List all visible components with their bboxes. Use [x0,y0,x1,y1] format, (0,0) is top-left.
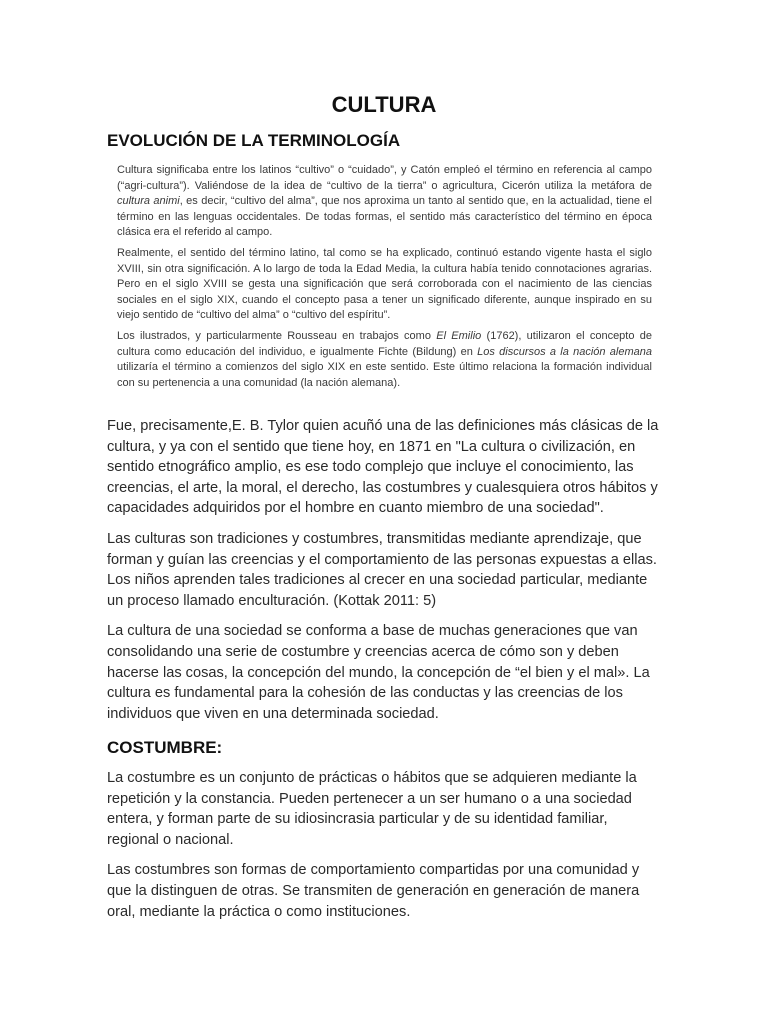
paragraph: La costumbre es un conjunto de prácticas o hábitos que se adquieren mediante la repetición y la constancia. Pueden pertenecer a un ser humano o a una sociedad entera, y forman parte de su idiosincrasia particular y de su identidad familiar, regional o nacional. [107,770,637,848]
paragraph: La cultura de una sociedad se conforma a base de muchas generaciones que van consolidando una serie de costumbre y creencias acerca de cómo son y deben hacerse las cosas, la concepción del mundo, la concepción de “el bien y el mal». La cultura es fundamental para la cohesión de las conductas y las creencias de los individuos que viven en una determinada sociedad. [107,623,650,722]
section-body-costumbre [107,768,662,932]
italic-term: cultura animi [117,195,180,208]
italic-title: Los discursos a la nación alemana [477,345,652,358]
scanned-paragraph [117,329,652,391]
text-run: (1762), utilizaron el concepto de cultura como educación del individuo, e igualmente Fichte (Bildung) en [117,329,652,358]
text-run: Realmente, el sentido del término latino, tal como se ha explicado, continuó estando vigente hasta el siglo XVIII, sin otra significación. A lo largo de toda la Edad Media, la cultura había tenido connotaciones agrarias. Pero en el siglo XVIII se gesta una significación que será corroborada con el nacimiento de las ciencias sociales en el siglo XIX, cuando el concepto pasa a tener un significado diferente, aunque inspirado en su viejo sentido de “cultivo del alma” o “cultivo del espíritu”. [117,246,652,322]
section-heading-evolucion: EVOLUCIÓN DE LA TERMINOLOGÍA [107,131,401,150]
scanned-paragraph [117,246,652,324]
section-body-cultura [107,416,662,734]
paragraph: Las costumbres son formas de comportamiento compartidas por una comunidad y que la distinguen de otras. Se transmiten de generación en generación de manera oral, mediante la práctica o como instituciones. [107,862,640,920]
text-run: , es decir, “cultivo del alma”, que nos aproxima un tanto al sentido que, en la actualidad, tiene el término en las lenguas occidentales. De todas formas, el sentido más característico del término en época clásica era el referido al campo. [117,195,653,239]
scanned-paragraph [117,163,652,241]
text-run: utilizaría el término a comienzos del siglo XIX en este sentido. Este último relaciona la formación individual con su pertenencia a una comunidad (la nación alemana). [117,361,652,389]
text-run: Cultura significaba entre los latinos “cultivo” o “cuidado”, y Catón empleó el término en referencia al campo (“agri-cultura”). Valiéndose de la idea de “cultivo de la tierra” o agricultura, Cicerón utiliza la metáfora de [117,164,652,192]
italic-title: El Emilio [436,329,482,342]
page-title: CULTURA [331,92,437,117]
scanned-excerpt [117,163,652,396]
paragraph: Fue, precisamente,E. B. Tylor quien acuñó una de las definiciones más clásicas de la cultura, y ya con el sentido que tiene hoy, en 1871 en "La cultura o civilización, en sentido etnográfico amplio, es ese todo complejo que incluye el conocimiento, las creencias, el arte, la moral, el derecho, las costumbres y cualesquiera otros hábitos y capacidades adquiridos por el hombre en cuanto miembro de una sociedad". [107,418,659,517]
text-run: Los ilustrados, y particularmente Rousseau en trabajos como [117,329,437,342]
paragraph: Las culturas son tradiciones y costumbres, transmitidas mediante aprendizaje, que forman y guían las creencias y el comportamiento de las personas expuestas a ellas. Los niños aprenden tales tradiciones al crecer en una sociedad particular, mediante un proceso llamado enculturación. (Kottak 2011: 5) [107,530,657,609]
section-heading-costumbre: COSTUMBRE: [107,738,223,757]
